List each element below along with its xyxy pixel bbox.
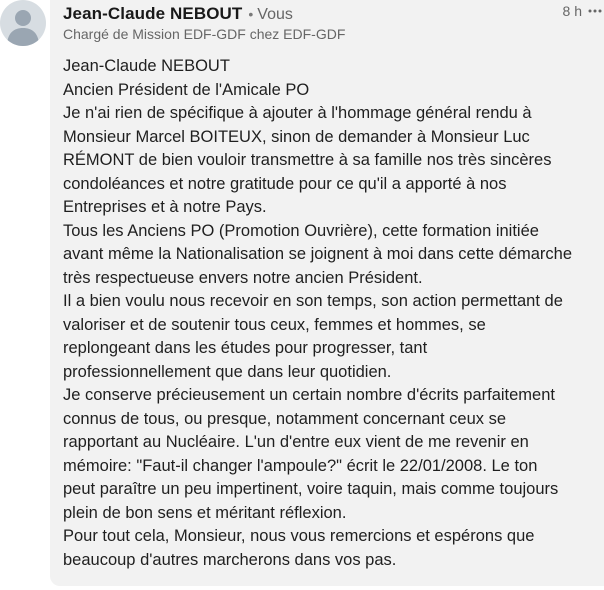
comment-line: Pour tout cela, Monsieur, nous vous remercions et espérons que (63, 527, 535, 545)
more-options-button[interactable] (586, 2, 604, 20)
author-line (63, 4, 604, 24)
comment-line: replongeant dans les études pour progresser, tant (63, 339, 428, 357)
separator-dot: • (248, 6, 254, 22)
comment-body (63, 55, 598, 572)
comment-line: connus de tous, ou presque, notamment concernant ceux se (63, 409, 507, 428)
connection-degree: Vous (257, 6, 293, 23)
comment-line: Je n'ai rien de spécifique à ajouter à l'hommage général rendu à (63, 104, 532, 122)
comment-line: rapportant au Nucléaire. L'un d'entre eux vient de me revenir en (63, 433, 529, 451)
comment-line: Entreprises et à notre Pays. (63, 198, 267, 216)
comment-line: Jean-Claude NEBOUT (63, 57, 230, 75)
comment-meta (563, 2, 604, 20)
comment-line: peut paraître un peu impertinent, voire taquin, mais comme toujours (63, 480, 559, 498)
comment-line: très respectueuse envers notre ancien Président. (63, 268, 423, 287)
author-name[interactable]: Jean-Claude NEBOUT (63, 4, 243, 23)
comment-line: Il a bien voulu nous recevoir en son temps, son action permettant de (63, 292, 563, 310)
timestamp: 8 h (562, 3, 582, 19)
comment-line: Ancien Président de l'Amicale PO (63, 80, 310, 99)
comment-header (63, 4, 604, 48)
comment-line: plein de bon sens et méritant réflexion. (63, 503, 347, 522)
more-horizontal-icon (588, 8, 602, 14)
comment-line: Je conserve précieusement un certain nombre d'écrits parfaitement (63, 386, 555, 404)
comment-line: Tous les Anciens PO (Promotion Ouvrière), cette formation initiée (63, 221, 539, 240)
comment-line: condoléances et notre gratitude pour ce qu'il a apporté à nos (63, 174, 507, 193)
comment-line: professionnellement que dans leur quotidien. (63, 362, 392, 381)
comment-bubble (50, 0, 604, 586)
comment-line: RÉMONT de bien vouloir transmettre à sa famille nos très sincères (63, 151, 552, 169)
comment-line: mémoire: "Faut-il changer l'ampoule?" écrit le 22/01/2008. Le ton (63, 456, 538, 475)
avatar[interactable] (0, 0, 46, 46)
comment-line: avant même la Nationalisation se joignent à moi dans cette démarche (63, 245, 573, 263)
comment-line: valoriser et de soutenir tous ceux, femmes et hommes, se (63, 315, 486, 334)
person-silhouette-icon (0, 0, 46, 46)
comment-line: Monsieur Marcel BOITEUX, sinon de demander à Monsieur Luc (63, 127, 530, 146)
comment-line: beaucoup d'autres marcherons dans vos pas. (63, 550, 397, 569)
author-headline: Chargé de Mission EDF-GDF chez EDF-GDF (63, 26, 346, 42)
